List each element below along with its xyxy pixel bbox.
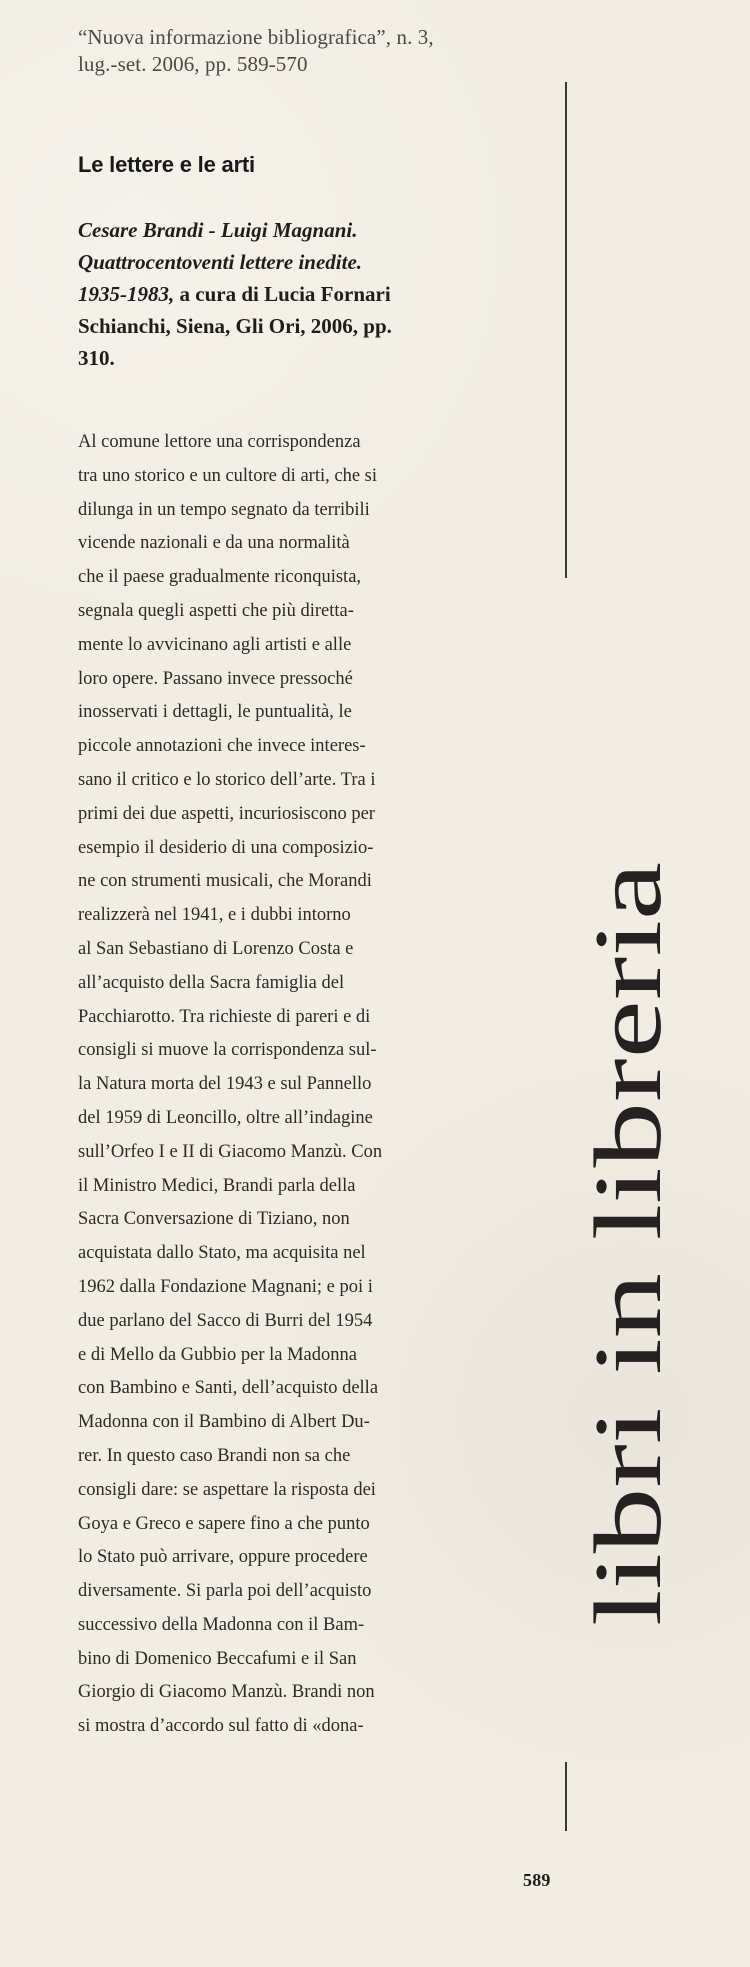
review-line: consigli si muove la corrispondenza sul- (78, 1040, 377, 1061)
review-line: dilunga in un tempo segnato da terribili (78, 499, 370, 520)
journal-citation-line-1: “Nuova informazione bibliografica”, n. 3, (78, 25, 434, 49)
review-line: rer. In questo caso Brandi non sa che (78, 1445, 351, 1466)
journal-citation-line-2: lug.-set. 2006, pp. 589-570 (78, 52, 308, 76)
review-line: acquistata dallo Stato, ma acquisita nel (78, 1243, 366, 1264)
review-line: Goya e Greco e sapere fino a che punto (78, 1513, 370, 1534)
review-line: esempio il desiderio di una composizio- (78, 837, 374, 858)
sidebar-label-text: libri in libreria (574, 1066, 681, 1626)
book-pages: 310. (78, 346, 115, 370)
review-line: segnala quegli aspetti che più diretta- (78, 600, 354, 621)
review-line: due parlano del Sacco di Burri del 1954 (78, 1310, 373, 1331)
book-reference (78, 214, 524, 374)
review-line: bino di Domenico Beccafumi e il San (78, 1648, 357, 1669)
review-line: ne con strumenti musicali, che Morandi (78, 871, 372, 892)
review-line: al San Sebastiano di Lorenzo Costa e (78, 938, 354, 959)
review-line: sano il critico e lo storico dell’arte. Tra i (78, 769, 376, 790)
review-line: realizzerà nel 1941, e i dubbi intorno (78, 905, 351, 926)
book-title: Quattrocentoventi lettere inedite. (78, 250, 363, 274)
review-line: primi dei due aspetti, incuriosiscono per (78, 803, 375, 824)
review-line: tra uno storico e un cultore di arti, che si (78, 465, 377, 486)
review-line: e di Mello da Gubbio per la Madonna (78, 1344, 357, 1365)
review-line: che il paese gradualmente riconquista, (78, 567, 362, 588)
review-line: del 1959 di Leoncillo, oltre all’indagine (78, 1107, 373, 1128)
review-line: con Bambino e Santi, dell’acquisto della (78, 1378, 379, 1399)
review-line: diversamente. Si parla poi dell’acquisto (78, 1581, 372, 1602)
section-title: Le lettere e le arti (78, 152, 255, 177)
review-line: all’acquisto della Sacra famiglia del (78, 972, 345, 993)
review-line: mente lo avvicinano agli artisti e alle (78, 634, 352, 655)
review-line: la Natura morta del 1943 e sul Pannello (78, 1074, 372, 1095)
review-line: successivo della Madonna con il Bam- (78, 1614, 365, 1635)
sidebar-label-svg (574, 860, 681, 1630)
sidebar-section-label (574, 860, 681, 1630)
book-publication-details (78, 278, 524, 310)
book-years: 1935-1983, (78, 282, 175, 306)
review-line: Madonna con il Bambino di Albert Du- (78, 1412, 370, 1433)
bottom-vertical-rule (565, 1762, 567, 1831)
review-line: il Ministro Medici, Brandi parla della (78, 1175, 356, 1196)
review-body (78, 426, 526, 1744)
book-publisher: Schianchi, Siena, Gli Ori, 2006, pp. (78, 314, 392, 338)
page-number: 589 (523, 1870, 551, 1890)
review-line: Pacchiarotto. Tra richieste di pareri e di (78, 1006, 371, 1027)
review-line: 1962 dalla Fondazione Magnani; e poi i (78, 1276, 373, 1297)
review-line: inosservati i dettagli, le puntualità, le (78, 702, 352, 723)
journal-citation (78, 24, 528, 78)
review-line: consigli dare: se aspettare la risposta dei (78, 1479, 376, 1500)
review-line: Giorgio di Giacomo Manzù. Brandi non (78, 1682, 375, 1703)
review-line: Sacra Conversazione di Tiziano, non (78, 1209, 350, 1230)
review-line: sull’Orfeo I e II di Giacomo Manzù. Con (78, 1141, 383, 1162)
review-line: si mostra d’accordo sul fatto di «dona- (78, 1716, 364, 1737)
book-editor: a cura di Lucia Fornari (174, 282, 391, 306)
review-line: piccole annotazioni che invece interes- (78, 736, 366, 757)
review-line: lo Stato può arrivare, oppure procedere (78, 1547, 368, 1568)
top-vertical-rule (565, 82, 567, 578)
review-line: Al comune lettore una corrispondenza (78, 432, 361, 452)
book-authors: Cesare Brandi - Luigi Magnani. (78, 218, 358, 242)
review-line: loro opere. Passano invece pressoché (78, 668, 353, 689)
review-line: vicende nazionali e da una normalità (78, 533, 350, 554)
